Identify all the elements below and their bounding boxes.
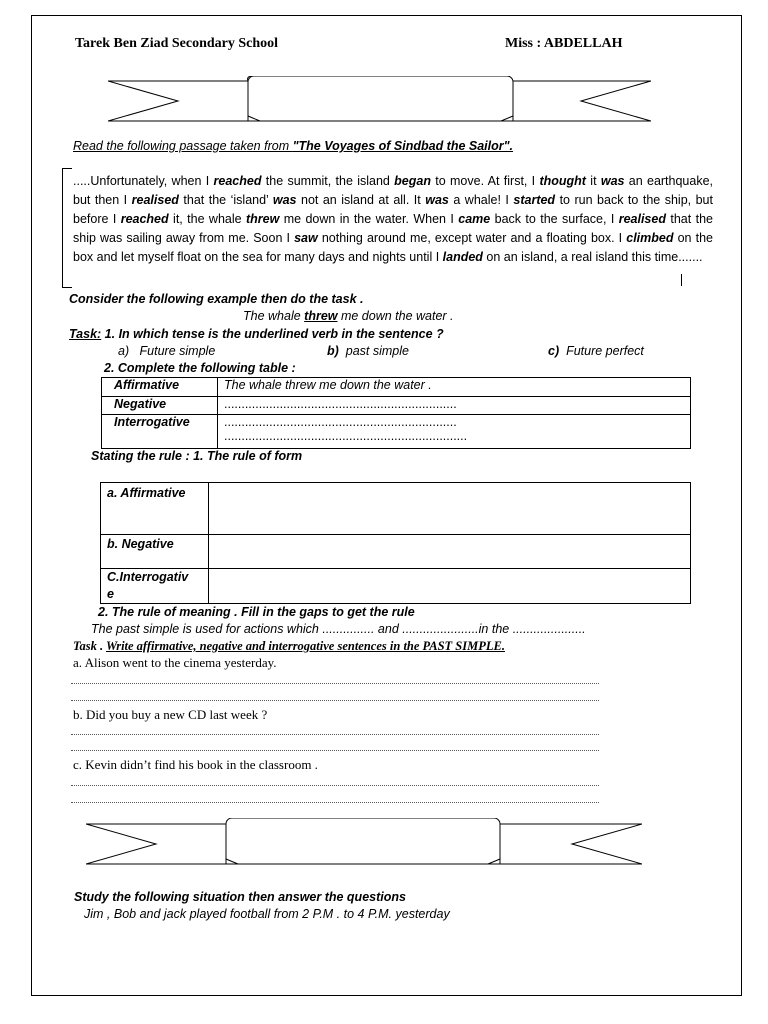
answer-line[interactable] — [71, 683, 599, 684]
task2-title: 2. Complete the following table : — [104, 361, 296, 375]
rule-label: C.Interrogativ e — [101, 569, 209, 604]
row-value: ................................................................... — [218, 397, 691, 415]
exercise-c: c. Kevin didn’t find his book in the classroom . — [73, 757, 318, 772]
passage-segment: not an island at all. It — [296, 193, 426, 207]
rule-cell — [209, 483, 691, 535]
passage-verb: was — [272, 193, 297, 207]
option-c: c) Future perfect — [548, 344, 644, 358]
reading-intro: Read the following passage taken from "The Voyages of Sindbad the Sailor". — [73, 139, 514, 153]
passage-segment: nothing around me, except water and a floating box. I — [317, 231, 627, 245]
table-row — [101, 483, 691, 535]
ribbon-banner-icon — [108, 76, 651, 126]
passage-segment: that the ship was sailing away from me. Soon I — [73, 212, 713, 245]
answer-line[interactable] — [71, 802, 599, 803]
row-value: ................................................................... ...................................................................... — [218, 415, 691, 449]
table-row — [101, 569, 691, 604]
rule-label: b. Negative — [101, 535, 209, 569]
passage-segment: it — [585, 174, 601, 188]
passage-verb: climbed — [626, 231, 674, 245]
exercise-a: a. Alison went to the cinema yesterday. — [73, 655, 277, 670]
passage-verb: landed — [442, 250, 483, 264]
passage-verb: threw — [245, 212, 280, 226]
ribbon-banner-icon — [86, 818, 642, 868]
row-label: Interrogative — [102, 415, 218, 449]
passage-segment: a whale! I — [448, 193, 514, 207]
rule-meaning-title: 2. The rule of meaning . Fill in the gaps to get the rule — [98, 605, 415, 619]
situation-text: Jim , Bob and jack played football from 2 P.M . to 4 P.M. yesterday — [84, 907, 450, 921]
answer-line[interactable] — [71, 785, 599, 786]
passage-segment: back to the surface, I — [490, 212, 619, 226]
rule-meaning-text: The past simple is used for actions which ............... and ......................in the ..................... — [91, 622, 586, 636]
table-row — [101, 535, 691, 569]
rule-label: a. Affirmative — [101, 483, 209, 535]
passage-verb: thought — [539, 174, 586, 188]
passage-verb: was — [600, 174, 625, 188]
passage-segment: an earthquake, but then I — [73, 174, 714, 207]
task3-instruction: Task . Write affirmative, negative and interrogative sentences in the PAST SIMPLE. — [73, 639, 505, 653]
passage-segment: on an island, a real island this time....... — [482, 250, 703, 264]
passage-segment: me down in the water. When I — [279, 212, 459, 226]
passage-text — [73, 172, 713, 267]
passage-verb: saw — [294, 231, 318, 245]
passage-verb: was — [425, 193, 449, 207]
example-sentence: The whale threw me down the water . — [243, 309, 454, 323]
task1-question: Task: 1. In which tense is the underlined verb in the sentence ? — [69, 327, 444, 341]
passage-verb: reached — [120, 212, 169, 226]
passage-verb: started — [513, 193, 556, 207]
rule-heading: Stating the rule : 1. The rule of form — [91, 449, 303, 463]
teacher-name: Miss : ABDELLAH — [505, 36, 623, 51]
passage-verb: reached — [213, 174, 262, 188]
option-b: b) past simple — [327, 344, 409, 358]
passage-segment: on the box and let myself float on the sea for many days and nights until I — [73, 231, 713, 264]
passage-segment: it, the whale — [168, 212, 246, 226]
consider-instruction: Consider the following example then do the task . — [69, 292, 364, 306]
passage-segment: .....Unfortunately, when I — [73, 174, 214, 188]
exercise-b: b. Did you buy a new CD last week ? — [73, 707, 268, 722]
passage-segment: that the ‘island’ — [178, 193, 273, 207]
passage-segment: to move. At first, I — [430, 174, 540, 188]
option-a: a) Future simple — [118, 344, 216, 358]
situation-title: Study the following situation then answer the questions — [74, 890, 406, 904]
passage-segment: to run back to the ship, but before I — [73, 193, 713, 226]
sentence-table — [101, 377, 691, 449]
table-row — [102, 378, 691, 397]
rule-cell — [209, 569, 691, 604]
passage-verb: began — [394, 174, 431, 188]
passage-segment: the summit, the island — [261, 174, 395, 188]
row-value: The whale threw me down the water . — [218, 378, 691, 397]
rule-table — [100, 482, 691, 604]
answer-line[interactable] — [71, 750, 599, 751]
passage-verb: realised — [131, 193, 179, 207]
answer-line[interactable] — [71, 734, 599, 735]
school-name: Tarek Ben Ziad Secondary School — [75, 36, 279, 51]
passage-verb: came — [458, 212, 491, 226]
table-row — [102, 397, 691, 415]
answer-line[interactable] — [71, 700, 599, 701]
passage-verb: realised — [618, 212, 666, 226]
rule-cell — [209, 535, 691, 569]
row-label: Affirmative — [102, 378, 218, 397]
row-label: Negative — [102, 397, 218, 415]
table-row — [102, 415, 691, 449]
